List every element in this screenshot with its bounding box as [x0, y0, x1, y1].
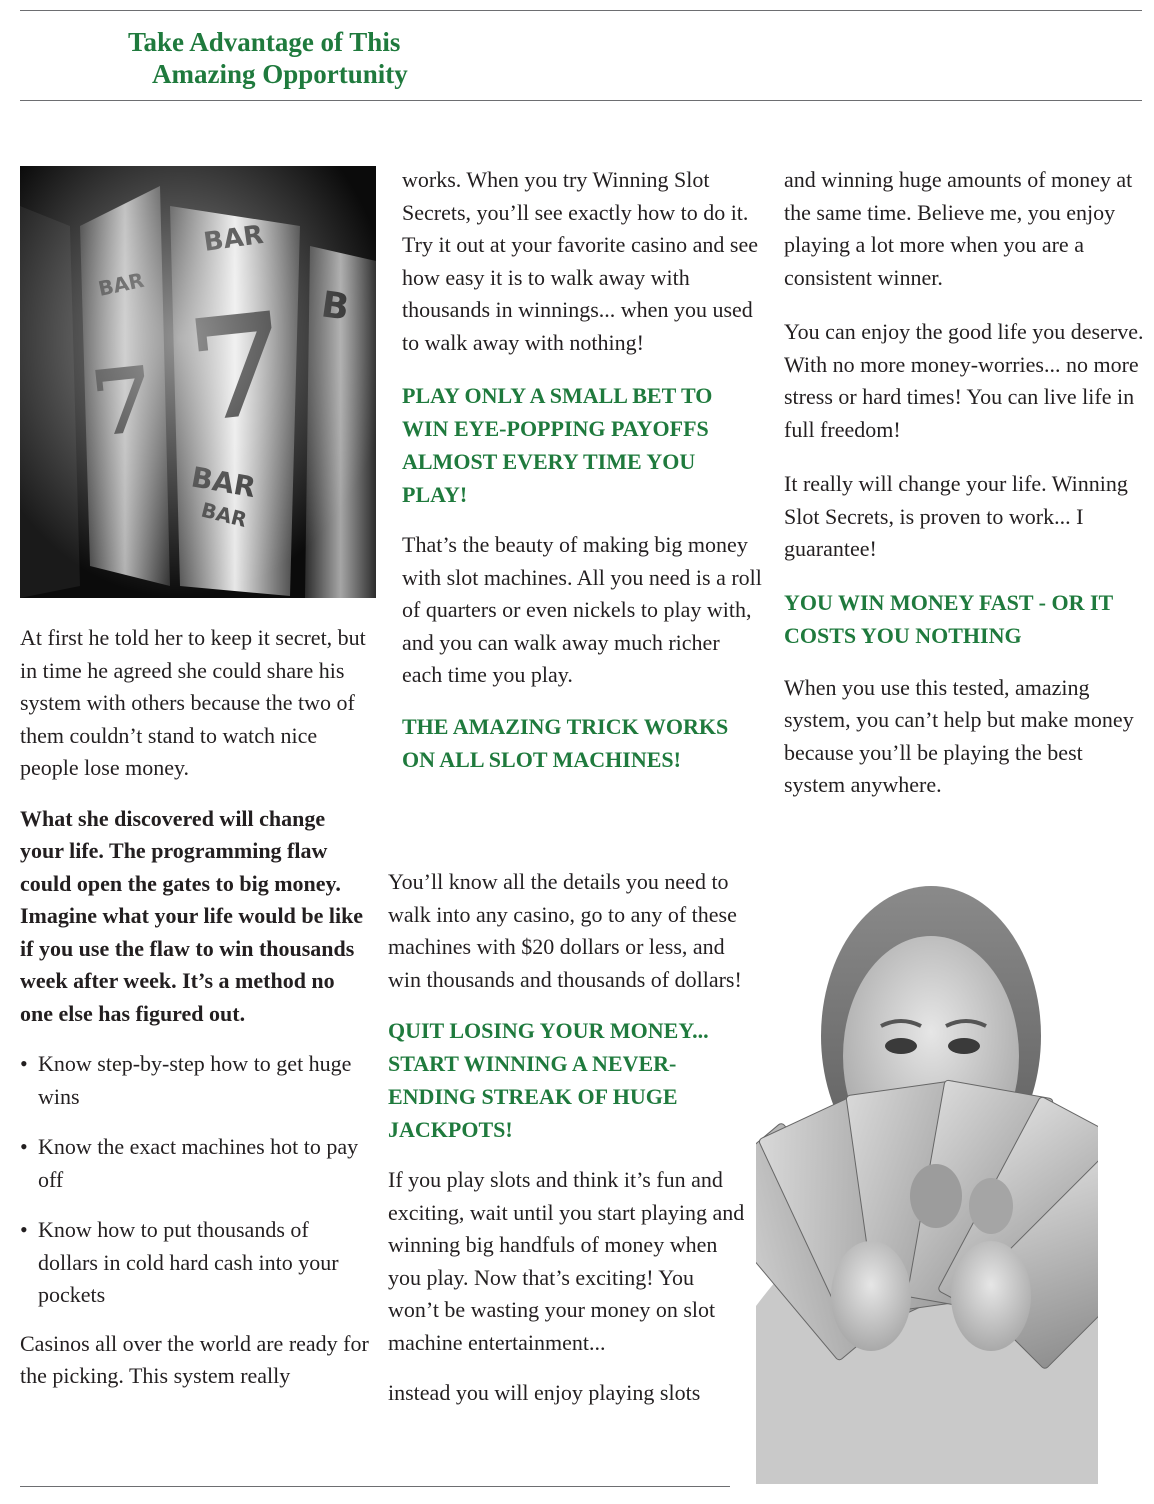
woman-holding-cash-illustration [756, 866, 1098, 1484]
bold-paragraph: What she discovered will change your life. The programming flaw could open the gates to big money. Imagine what your life would be like if you use the flaw to win thousands week after week. It’s a method no one else has figured out. [20, 805, 364, 1026]
column-1 [20, 622, 370, 1393]
paragraph: If you play slots and think it’s fun and exciting, wait until you start playing and winning big handfuls of money when you play. Now that’s exciting! You won’t be wasting your money on slot machine entertainment... [388, 1167, 745, 1355]
slot-reels-illustration [20, 166, 376, 598]
paragraph: and winning huge amounts of money at the same time. Believe me, you enjoy playing a lot more when you are a consistent winner. [784, 167, 1133, 290]
paragraph: It really will change your life. Winning Slot Secrets, is proven to work... I guarantee! [784, 471, 1128, 561]
section-heading: QUIT LOSING YOUR MONEY... START WINNING A NEVER-ENDING STREAK OF HUGE JACKPOTS! [388, 1018, 709, 1142]
page-title-line-1: Take Advantage of This [128, 27, 401, 57]
paragraph: That’s the beauty of making big money with slot machines. All you need is a roll of quarters or even nickels to play with, and you can walk away much richer each time you play. [402, 532, 762, 687]
footer-divider [20, 1486, 730, 1487]
list-item: • Know the exact machines hot to pay off [20, 1131, 370, 1196]
paragraph: Casinos all over the world are ready for the picking. This system really [20, 1330, 369, 1388]
paragraph: works. When you try Winning Slot Secrets, you’ll see exactly how to do it. Try it out at your favorite casino and see how easy it is to walk away with thousands in winnings... when you used to walk away with nothing! [402, 167, 758, 355]
list-item: • Know how to put thousands of dollars in cold hard cash into your pockets [20, 1214, 370, 1312]
header-divider [20, 100, 1142, 101]
paragraph: When you use this tested, amazing system, you can’t help but make money because you’ll be playing the best system anywhere. [784, 674, 1134, 797]
paragraph: You’ll know all the details you need to walk into any casino, go to any of these machines with $20 dollars or less, and win thousands and thousands of dollars! [388, 869, 742, 992]
page-title-line-2: Amazing Opportunity [152, 59, 408, 89]
top-divider [20, 10, 1142, 11]
bullet-icon: • [20, 1217, 28, 1242]
slot-machine-photo [20, 166, 376, 598]
paragraph: At first he told her to keep it secret, but in time he agreed she could share his system with others because the two of them couldn’t stand to watch nice people lose money. [20, 625, 366, 780]
woman-with-money-photo [756, 866, 1098, 1484]
section-heading: PLAY ONLY A SMALL BET TO WIN EYE-POPPING PAYOFFS ALMOST EVERY TIME YOU PLAY! [402, 383, 713, 507]
benefit-list [20, 1048, 370, 1312]
column-3 [784, 164, 1144, 802]
list-item: • Know step-by-step how to get huge wins [20, 1048, 370, 1113]
column-2-top [402, 164, 762, 776]
column-2-bottom [388, 866, 748, 1410]
section-heading: YOU WIN MONEY FAST - OR IT COSTS YOU NOTHING [784, 589, 1113, 648]
bullet-icon: • [20, 1134, 28, 1159]
paragraph: instead you will enjoy playing slots [388, 1380, 701, 1405]
paragraph: You can enjoy the good life you deserve. With no more money-worries... no more stress or hard times! You can live life in full freedom! [784, 319, 1144, 442]
section-heading: THE AMAZING TRICK WORKS ON ALL SLOT MACHINES! [402, 713, 729, 772]
bullet-icon: • [20, 1051, 28, 1076]
